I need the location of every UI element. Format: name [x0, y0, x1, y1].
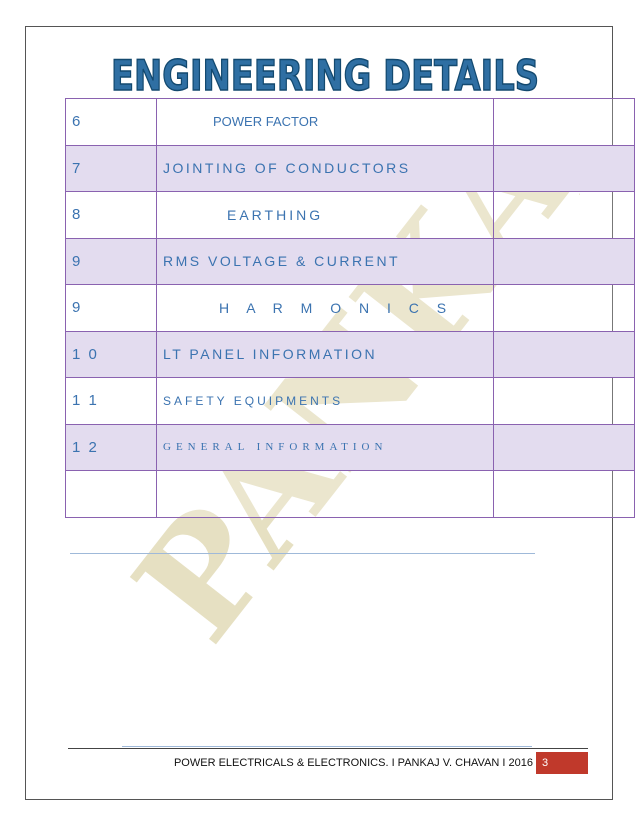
row-page-cell	[494, 285, 635, 332]
row-label	[157, 471, 494, 518]
table-row	[66, 331, 635, 378]
page-number: 3	[536, 752, 588, 774]
table-row	[66, 424, 635, 471]
footer-text: POWER ELECTRICALS & ELECTRONICS. I PANKAJ V. CHAVAN I 2016	[173, 757, 533, 769]
row-number: 1 0	[66, 331, 157, 378]
row-number: 9	[66, 238, 157, 285]
table-row	[66, 378, 635, 425]
row-label: GENERAL INFORMATION	[157, 424, 494, 471]
row-number: 9	[66, 285, 157, 332]
row-number: 1 2	[66, 424, 157, 471]
page-title	[105, 40, 545, 102]
row-label: EARTHING	[157, 192, 494, 239]
row-number: 1 1	[66, 378, 157, 425]
page-title-text: ENGINEERING DETAILS	[111, 51, 539, 100]
footer-rule	[68, 748, 588, 749]
row-number	[66, 471, 157, 518]
engineering-details-table	[65, 98, 635, 518]
row-page-cell	[494, 471, 635, 518]
row-page-cell	[494, 378, 635, 425]
row-page-cell	[494, 99, 635, 146]
row-label: JOINTING OF CONDUCTORS	[157, 145, 494, 192]
row-label: SAFETY EQUIPMENTS	[157, 378, 494, 425]
row-label: LT PANEL INFORMATION	[157, 331, 494, 378]
row-number: 8	[66, 192, 157, 239]
footer-accent-line	[122, 746, 532, 747]
row-page-cell	[494, 145, 635, 192]
table-row	[66, 471, 635, 518]
table-row	[66, 192, 635, 239]
row-page-cell	[494, 331, 635, 378]
row-label: RMS VOLTAGE & CURRENT	[157, 238, 494, 285]
row-number: 6	[66, 99, 157, 146]
table-row	[66, 238, 635, 285]
row-label: POWER FACTOR	[157, 99, 494, 146]
row-label: H A R M O N I C S	[157, 285, 494, 332]
row-page-cell	[494, 192, 635, 239]
table-row	[66, 145, 635, 192]
row-page-cell	[494, 238, 635, 285]
separator-line	[70, 553, 535, 554]
table-row	[66, 285, 635, 332]
row-number: 7	[66, 145, 157, 192]
row-page-cell	[494, 424, 635, 471]
table-row	[66, 99, 635, 146]
